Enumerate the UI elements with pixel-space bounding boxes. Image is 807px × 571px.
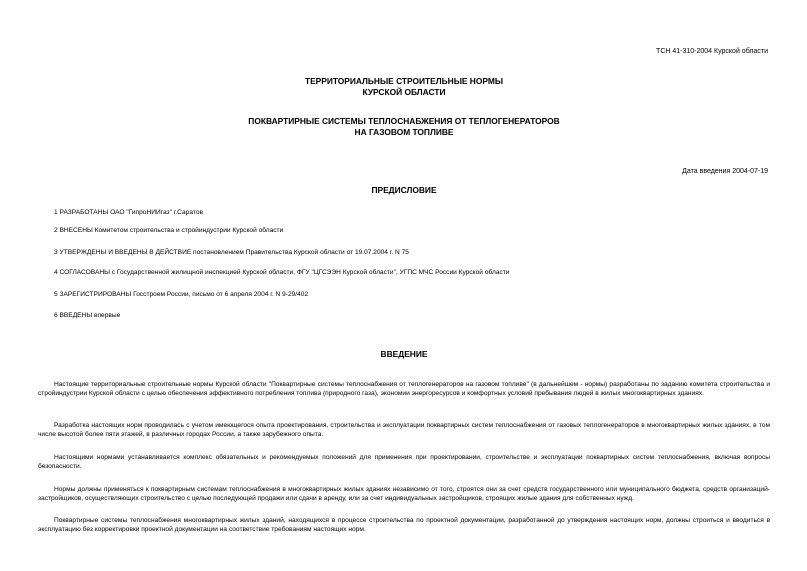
preface-item-3: 3 УТВЕРЖДЕНЫ И ВВЕДЕНЫ В ДЕЙСТВИЕ постановлением Правительства Курской области от 19.07.2004 г. N 75: [54, 249, 409, 256]
preface-item-1: 1 РАЗРАБОТАНЫ ОАО "ГипроНИИгаз" г.Саратов: [54, 209, 203, 216]
document-title: [38, 76, 770, 98]
introduction-paragraph-1: Настоящие территориальные строительные нормы Курской области "Поквартирные системы теплоснабжения от теплогенераторов на газовом топливе" (в дальнейшем - нормы) разработаны по заданию комитета строительства и стройиндустрии Курской области с целью обеспечения эффективного потребления топлива (природного газа), экономии энергоресурсов и комфортных условий пребывания людей в жилых многоквартирных зданиях.: [38, 381, 770, 397]
introduction-paragraph-2: Разработка настоящих норм проводилась с учетом имеющегося опыта проектирования, строительства и эксплуатации поквартирных систем теплоснабжения от газовых теплогенераторов в многоквартирных жилых зданиях, в том числе высотой более пяти этажей, в различных городах России, а также зарубежного опыта.: [38, 422, 770, 438]
introduction-paragraph-3: Настоящими нормами устанавливается комплекс обязательных и рекомендуемых положений для применения при проектировании, строительстве и эксплуатации поквартирных систем теплоснабжения, включая вопросы безопасности.: [38, 454, 770, 470]
document-subtitle-line-1: ПОКВАРТИРНЫЕ СИСТЕМЫ ТЕПЛОСНАБЖЕНИЯ ОТ ТЕПЛОГЕНЕРАТОРОВ: [248, 116, 560, 126]
document-subtitle-line-2: НА ГАЗОВОМ ТОПЛИВЕ: [354, 127, 454, 137]
preface-item-6: 6 ВВЕДЕНЫ впервые: [54, 312, 121, 319]
preface-heading: ПРЕДИСЛОВИЕ: [371, 185, 437, 195]
preface-item-5: 5 ЗАРЕГИСТРИРОВАНЫ Госстроем России, письмо от 6 апреля 2004 г. N 9-29/402: [54, 291, 309, 298]
introduction-paragraph-5: Поквартирные системы теплоснабжения многоквартирных жилых зданий, находящихся в процессе строительства по проектной документации, разработанной до утверждения настоящих норм, должны строиться и вводиться в эксплуатацию без корректировки проектной документации на соответствие требованиям настоящих норм.: [38, 517, 770, 533]
introduction-heading: ВВЕДЕНИЕ: [380, 349, 428, 359]
preface-item-2: 2 ВНЕСЕНЫ Комитетом строительства и стройиндустрии Курской области: [54, 227, 284, 234]
document-code: ТСН 41-310-2004 Курской области: [656, 48, 768, 55]
document-title-line-1: ТЕРРИТОРИАЛЬНЫЕ СТРОИТЕЛЬНЫЕ НОРМЫ: [304, 76, 504, 86]
introduction-paragraph-4: Нормы должны применяться к поквартирным системам теплоснабжения в многоквартирных жилых зданиях независимо от того, строятся они за счет средств государственного или муниципального бюджета, средств организаций-застройщиков, осуществляющих строительство с целью последующей продажи или сдачи в аренду, или за счет индивидуальных застройщиков, строящих жилые здания для собственных нужд.: [38, 486, 770, 502]
document-subtitle: [38, 116, 770, 138]
preface-item-4: 4 СОГЛАСОВАНЫ с Государственной жилищной инспекцией Курской области, ФГУ "ЦГСЭЭН Курской области", УГПС МЧС России Курской области: [54, 269, 510, 276]
introduction-date: Дата введения 2004-07-19: [682, 168, 768, 175]
document-title-line-2: КУРСКОЙ ОБЛАСТИ: [362, 87, 446, 97]
